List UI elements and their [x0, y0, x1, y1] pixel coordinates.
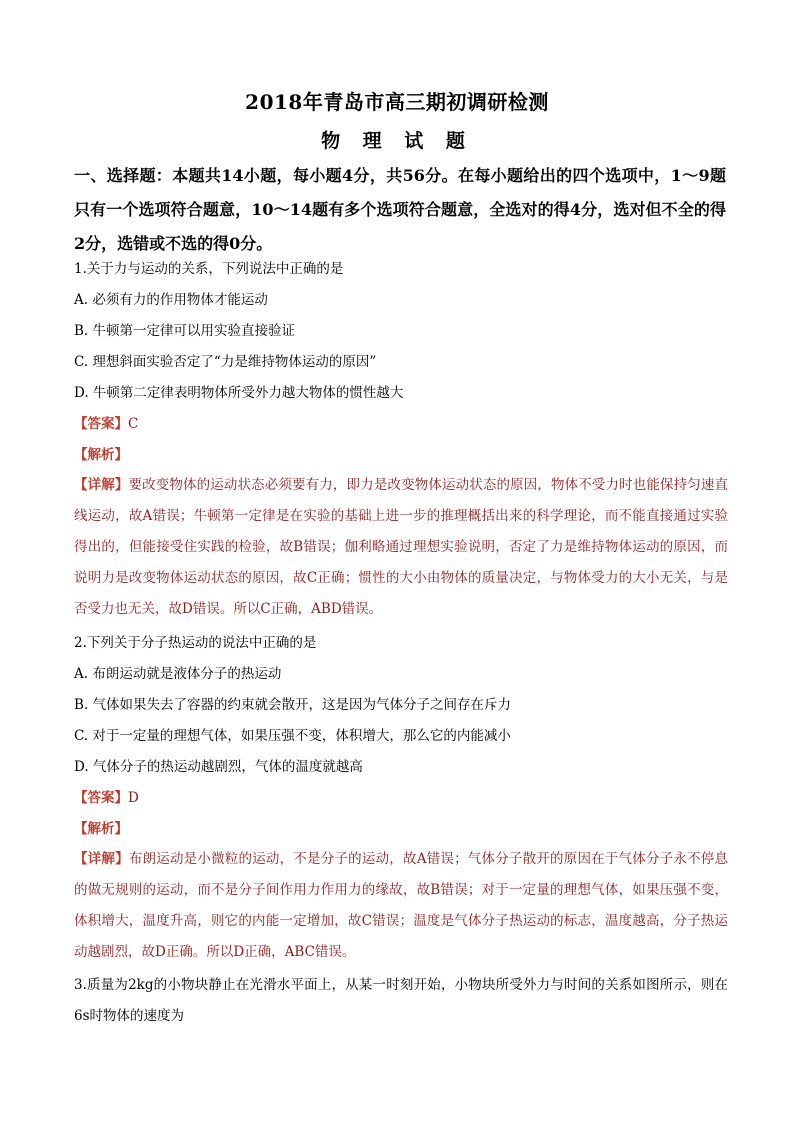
exam-subtitle: 物 理 试 题 [321, 130, 473, 152]
q2-option-a: A. 布朗运动就是液体分子的热运动 [74, 666, 282, 682]
analysis-label: 【解析】 [74, 447, 128, 463]
q1-option-a: A. 必须有力的作用物体才能运动 [74, 292, 268, 308]
q1-answer-value: C [128, 416, 139, 432]
q3-stem: 3.质量为2kg的小物块静止在光滑水平面上，从某一时刻开始，小物块所受外力与时间的关系如图所示，则在6s时物体的速度为 [74, 977, 728, 1024]
q2-stem: 2.下列关于分子热运动的说法中正确的是 [74, 635, 317, 651]
q2-option-d: D. 气体分子的热运动越剧烈，气体的温度就越高 [74, 759, 363, 775]
q1-option-d: D. 牛顿第二定律表明物体所受外力越大物体的惯性越大 [74, 385, 404, 401]
answer-label: 【答案】 [74, 416, 128, 432]
q1-analysis-label [74, 445, 734, 465]
q1-detail [74, 470, 728, 625]
q2-answer-value: D [128, 790, 139, 806]
exam-title: 2018年青岛市高三期初调研检测 [245, 90, 549, 114]
q2-answer [74, 788, 734, 808]
q2-detail-text: 布朗运动是小微粒的运动，不是分子的运动，故A错误；气体分子散开的原因在于气体分子永不停息的做无规则的运动，而不是分子间作用力作用力的缘故，故B错误；对于一定量的理想气体，如果压强不变，体积增大，温度升高，则它的内能一定增加，故C错误；温度是气体分子热运动的标志，温度越高，分子热运动越剧烈，故D正确。所以D正确，ABC错误。 [74, 851, 729, 960]
q1-option-b: B. 牛顿第一定律可以用实验直接验证 [74, 323, 296, 339]
detail-label: 【详解】 [74, 477, 129, 493]
answer-label: 【答案】 [74, 790, 128, 806]
detail-label: 【详解】 [74, 851, 129, 867]
q1-stem: 1.关于力与运动的关系，下列说法中正确的是 [74, 261, 344, 277]
q2-option-b: B. 气体如果失去了容器的约束就会散开，这是因为气体分子之间存在斥力 [74, 697, 512, 713]
section-header: 一、选择题：本题共14小题，每小题4分，共56分。在每小题给出的四个选项中，1～9题只有一个选项符合题意，10～14题有多个选项符合题意，全选对的得4分，选对但不全的得2分，选错或不选的得0分。 [74, 166, 726, 253]
q1-detail-text: 要改变物体的运动状态必须要有力，即力是改变物体运动状态的原因，物体不受力时也能保持匀速直线运动，故A错误；牛顿第一定律是在实验的基础上进一步的推理概括出来的科学理论，而不能直接通过实验得出的，但能接受住实践的检验，故B错误；伽利略通过理想实验说明，否定了力是维持物体运动的原因，而说明力是改变物体运动状态的原因，故C正确；惯性的大小由物体的质量决定，与物体受力的大小无关，与是否受力也无关，故D错误。所以C正确，ABD错误。 [74, 477, 729, 617]
q2-analysis-label [74, 819, 734, 839]
q1-answer [74, 414, 734, 434]
q2-option-c: C. 对于一定量的理想气体，如果压强不变，体积增大，那么它的内能减小 [74, 728, 511, 744]
analysis-label: 【解析】 [74, 821, 128, 837]
q1-option-c: C. 理想斜面实验否定了“力是维持物体运动的原因” [74, 354, 377, 370]
q2-detail [74, 844, 728, 968]
